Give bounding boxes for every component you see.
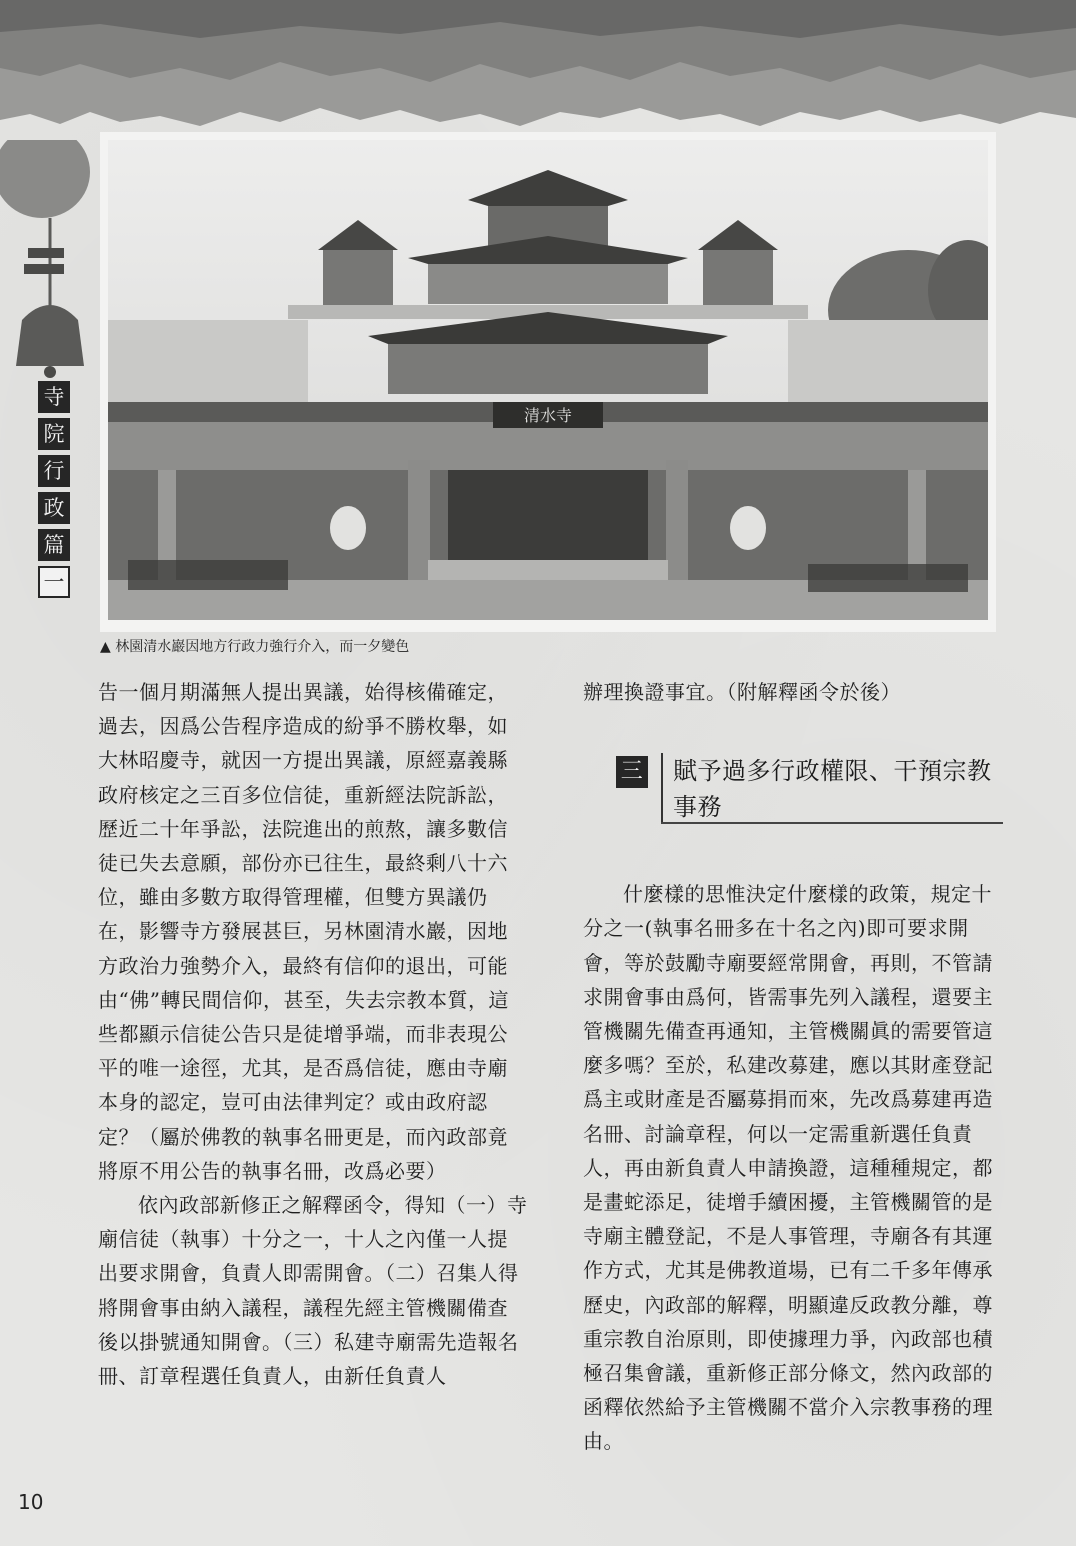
photo-frame	[100, 132, 996, 632]
right-column	[583, 675, 1008, 1459]
temple-sign: 清水寺	[523, 406, 573, 425]
left-column	[98, 675, 528, 1393]
section-heading	[583, 753, 1008, 853]
section-tabs	[38, 381, 70, 603]
paragraph: 依內政部新修正之解釋函令，得知（一）寺廟信徒（執事）十分之一，十人之內僅一人提出要求開會，負責人即需開會。（二）召集人得將開會事由納入議程，議程先經主管機關備查後以掛號通知開會。（三）私建寺廟需先造報名冊、訂章程選任負責人，由新任負責人	[98, 1193, 528, 1389]
bell-ornament-icon	[0, 140, 100, 380]
page-number: 10	[18, 1490, 44, 1514]
section-tab: 行	[38, 455, 70, 487]
temple-photo	[108, 140, 988, 620]
photo-caption: ▲ 林園清水巖因地方行政力強行介入，而一夕變色	[100, 639, 410, 655]
section-tab: 政	[38, 492, 70, 524]
header-grunge-band	[0, 0, 1076, 140]
section-tab: 寺	[38, 381, 70, 413]
section-tab-active: 一	[38, 566, 70, 598]
section-divider-horizontal	[661, 822, 1003, 824]
section-number-badge: 三	[616, 756, 648, 788]
section-divider-vertical	[661, 753, 663, 823]
paragraph: 辦理換證事宜。（附解釋函令於後）	[583, 680, 901, 704]
paragraph: 什麼樣的思惟決定什麼樣的政策，規定十分之一(執事名冊多在十名之內)即可要求開會，等於鼓勵寺廟要經常開會，再則，不管請求開會事由爲何，皆需事先列入議程，還要主管機關先備查再通知，主管機關眞的需要管這麼多嗎？至於，私建改募建，應以其財產登記爲主或財產是否屬募捐而來，先改爲募建再造名冊、討論章程，何以一定需重新選任負責人，再由新負責人申請換證，這種種規定，都是畫蛇添足，徒增手續困擾，主管機關管的是寺廟主體登記，不是人事管理，寺廟各有其運作方式，尤其是佛教道場，已有二千多年傳承歷史，內政部的解釋，明顯違反政教分離，尊重宗教自治原則，即使據理力爭，內政部也積極召集會議，重新修正部分條文，然內政部的函釋依然給予主管機關不當介入宗教事務的理由。	[583, 882, 993, 1454]
section-title: 賦予過多行政權限、干預宗教事務	[673, 757, 992, 822]
section-tab: 院	[38, 418, 70, 450]
section-tab: 篇	[38, 529, 70, 561]
paragraph: 告一個月期滿無人提出異議，始得核備確定，過去，因爲公告程序造成的紛爭不勝枚舉，如大林昭慶寺，就因一方提出異議，原經嘉義縣政府核定之三百多位信徒，重新經法院訴訟，歷近二十年爭訟，法院進出的煎熬，讓多數信徒已失去意願，部份亦已往生，最終剩八十六位，雖由多數方取得管理權，但雙方異議仍在，影響寺方發展甚巨，另林園清水巖，因地方政治力強勢介入，最終有信仰的退出，可能由“佛”轉民間信仰，甚至，失去宗教本質，這些都顯示信徒公告只是徒增爭端，而非表現公平的唯一途徑，尤其，是否爲信徒，應由寺廟本身的認定，豈可由法律判定？或由政府認定？（屬於佛教的執事名冊更是，而內政部竟將原不用公告的執事名冊，改爲必要）	[98, 680, 509, 1183]
